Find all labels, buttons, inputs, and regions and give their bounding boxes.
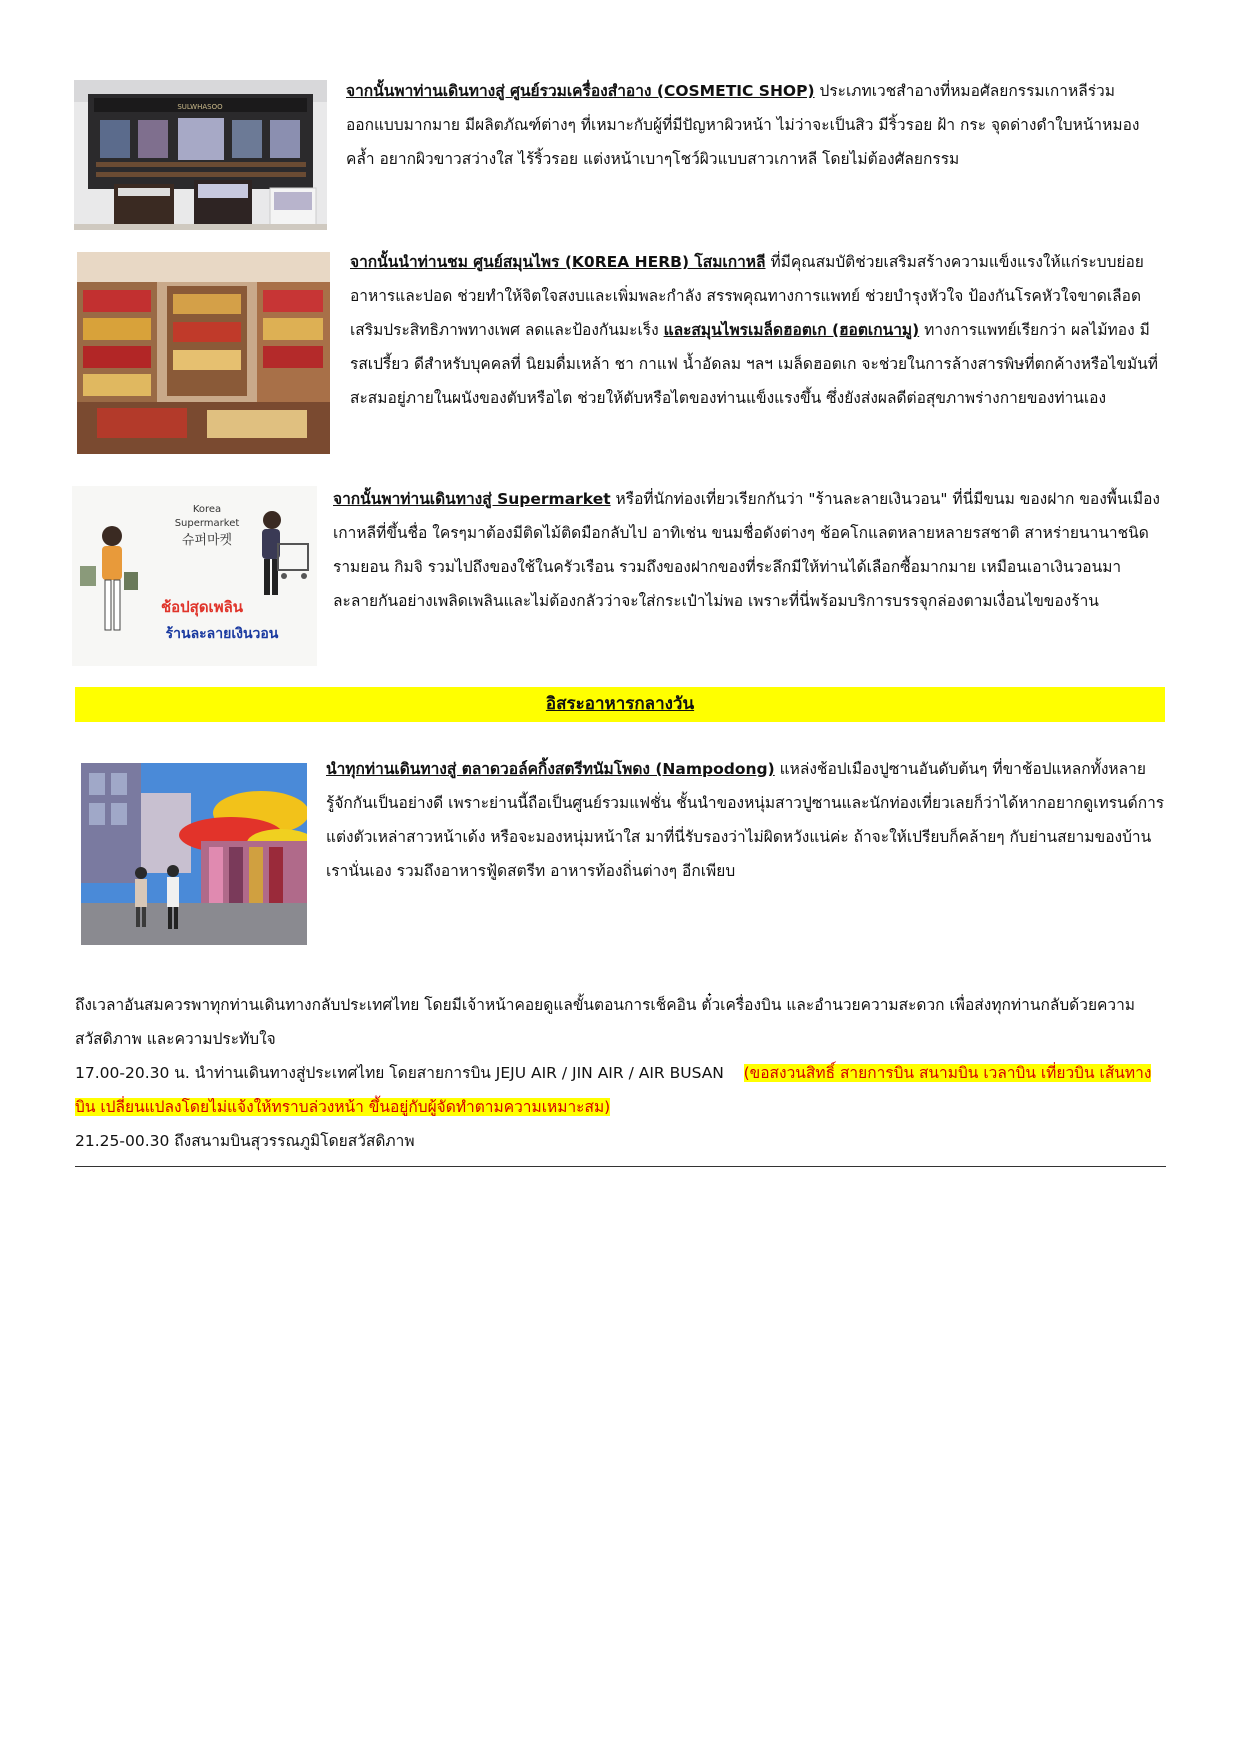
- arrival-text: 21.25-00.30 ถึงสนามบินสุวรรณภูมิโดยสวัสดิภาพ: [75, 1132, 415, 1150]
- shop-sign: SULWHASOO: [177, 103, 223, 111]
- nampodong-street-photo: [81, 763, 307, 945]
- herb-text-1: ที่มีคุณสมบัติช่วยเสริมสร้างความแข็งแรงให้แก่ระบบย่อยอาหารและปอด ช่วยทำให้จิตใจสงบและเพิ่มพละกำลัง สรรพคุณทางการแพทย์ ช่วยบำรุงหัวใจ ป้องกันโรคหัวใจขาดเลือด เสริมประสิทธิภาพทางเพศ ลดและป้องกันมะเร็ง: [350, 253, 1144, 339]
- illustration-korean-text: 슈퍼마켓: [181, 533, 233, 548]
- nampodong-paragraph: [326, 752, 1165, 888]
- illustration-korea: Korea: [192, 504, 222, 515]
- herb-lead: จากนั้นนำท่านชม ศูนย์สมุนไพร (K0REA HERB) โสมเกาหลี: [350, 253, 766, 271]
- arrival-line: [75, 1124, 1165, 1158]
- cosmetic-lead: จากนั้นพาท่านเดินทางสู่ ศูนย์รวมเครื่องสำอาง (COSMETIC SHOP): [346, 82, 815, 100]
- herb-paragraph: [350, 245, 1165, 415]
- return-text: ถึงเวลาอันสมควรพาทุกท่านเดินทางกลับประเทศไทย โดยมีเจ้าหน้าคอยดูแลขั้นตอนการเช็คอิน ตั๋วเครื่องบิน และอำนวยความสะดวก เพื่อส่งทุกท่านกลับด้วยความสวัสดิภาพ และความประทับใจ: [75, 996, 1136, 1048]
- herb-shop-photo: [77, 252, 330, 454]
- illustration-blue-caption: ร้านละลายเงินวอน: [165, 626, 279, 642]
- supermarket-lead: จากนั้นพาท่านเดินทางสู่ Supermarket: [333, 490, 611, 508]
- supermarket-paragraph: [333, 482, 1163, 618]
- supermarket-text: หรือที่นักท่องเที่ยวเรียกกันว่า "ร้านละลายเงินวอน" ที่นี่มีขนม ของฝาก ของพื้นเมืองเกาหลีที่ขึ้นชื่อ ใครๆมาต้องมีติดไม้ติดมือกลับไป อาทิเช่น ขนมชื่อดังต่างๆ ช้อคโกแลตหลายหลายรสชาติ สาหร่ายนานาชนิด รามยอน กิมจิ รวมไปถึงของใช้ในครัวเรือน รวมถึงของฝากของที่ระลึกมีให้ท่านได้เลือกซื้อมากมาย เหมือนเอาเงินวอนมาละลายกันอย่างเพลิดเพลินและไม่ต้องกลัวว่าจะใส่กระเป๋าไม่พอ เพราะที่นี่พร้อมบริการบรรจุกล่องตามเงื่อนไขของร้าน: [333, 490, 1161, 610]
- supermarket-illustration: [72, 486, 317, 666]
- nampodong-lead: นำทุกท่านเดินทางสู่ ตลาดวอล์คกิ้งสตรีทนัมโพดง (Nampodong): [326, 760, 775, 778]
- flight-schedule: 17.00-20.30 น. นำท่านเดินทางสู่ประเทศไทย โดยสายการบิน JEJU AIR / JIN AIR / AIR BUSAN: [75, 1064, 724, 1082]
- lunch-banner: อิสระอาหารกลางวัน: [75, 687, 1165, 722]
- herb-hotgae-label: และสมุนไพรเมล็ดฮอตเก (ฮอตเกนามู): [663, 321, 920, 339]
- cosmetic-text: ประเภทเวชสำอางที่หมอศัลยกรรมเกาหลีร่วมออกแบบมากมาย มีผลิตภัณฑ์ต่างๆ ที่เหมาะกับผู้ที่มีปัญหาผิวหน้า ไม่ว่าจะเป็นสิว มีริ้วรอย ฝ้า กระ จุดด่างดำใบหน้าหมองคล้ำ อยากผิวขาวสว่างใส ไร้ริ้วรอย แต่งหน้าเบาๆโชว์ผิวแบบสาวเกาหลี โดยไม่ต้องศัลยกรรม: [346, 82, 1140, 168]
- illustration-red-caption: ช้อปสุดเพลิน: [160, 598, 244, 616]
- return-paragraph: [75, 988, 1165, 1056]
- nampodong-text: แหล่งช้อปเมืองปูซานอันดับต้นๆ ที่ขาช้อปแหลกทั้งหลายรู้จักกันเป็นอย่างดี เพราะย่านนี้ถือเป็นศูนย์รวมแฟชั่น ชั้นนำของหนุ่มสาวปูซานและนักท่องเที่ยวเลยก็ว่าได้หากอยากดูเทรนด์การแต่งตัวเหล่าสาวหน้าเด้ง หรือจะมองหนุ่มหน้าใส มาที่นี่รับรองว่าไม่ผิดหวังแน่ค่ะ ถ้าจะให้เปรียบก็คล้ายๆ กับย่านสยามของบ้านเรานั่นเอง รวมถึงอาหารฟู้ดสตรีท อาหารท้องถิ่นต่างๆ อีกเพียบ: [326, 760, 1165, 880]
- flight-disclaimer: (ขอสงวนสิทธิ์ สายการบิน สนามบิน เวลาบิน เที่ยวบิน เส้นทางบิน เปลี่ยนแปลงโดยไม่แจ้งให้ทราบล่วงหน้า ขึ้นอยู่กับผู้จัดทำตามความเหมาะสม): [75, 1064, 1152, 1116]
- cosmetic-shop-photo: [74, 80, 327, 230]
- section-divider: [75, 1166, 1166, 1167]
- illustration-supermarket: Supermarket: [174, 518, 240, 529]
- herb-text-2: ทางการแพทย์เรียกว่า ผลไม้ทอง มีรสเปรี้ยว ดีสำหรับบุคคลที่ นิยมดื่มเหล้า ชา กาแฟ น้ำอัดลม ฯลฯ เมล็ดฮอตเก จะช่วยในการล้างสารพิษที่ตกค้างหรือไขมันที่สะสมอยู่ภายในผนังของตับหรือไต ช่วยให้ตับหรือไตของท่านแข็งแรงขึ้น ซึ่งยังส่งผลดีต่อสุขภาพร่างกายของท่านเอง: [350, 321, 1158, 407]
- cosmetic-paragraph: [346, 74, 1164, 176]
- flight-paragraph: [75, 1056, 1165, 1124]
